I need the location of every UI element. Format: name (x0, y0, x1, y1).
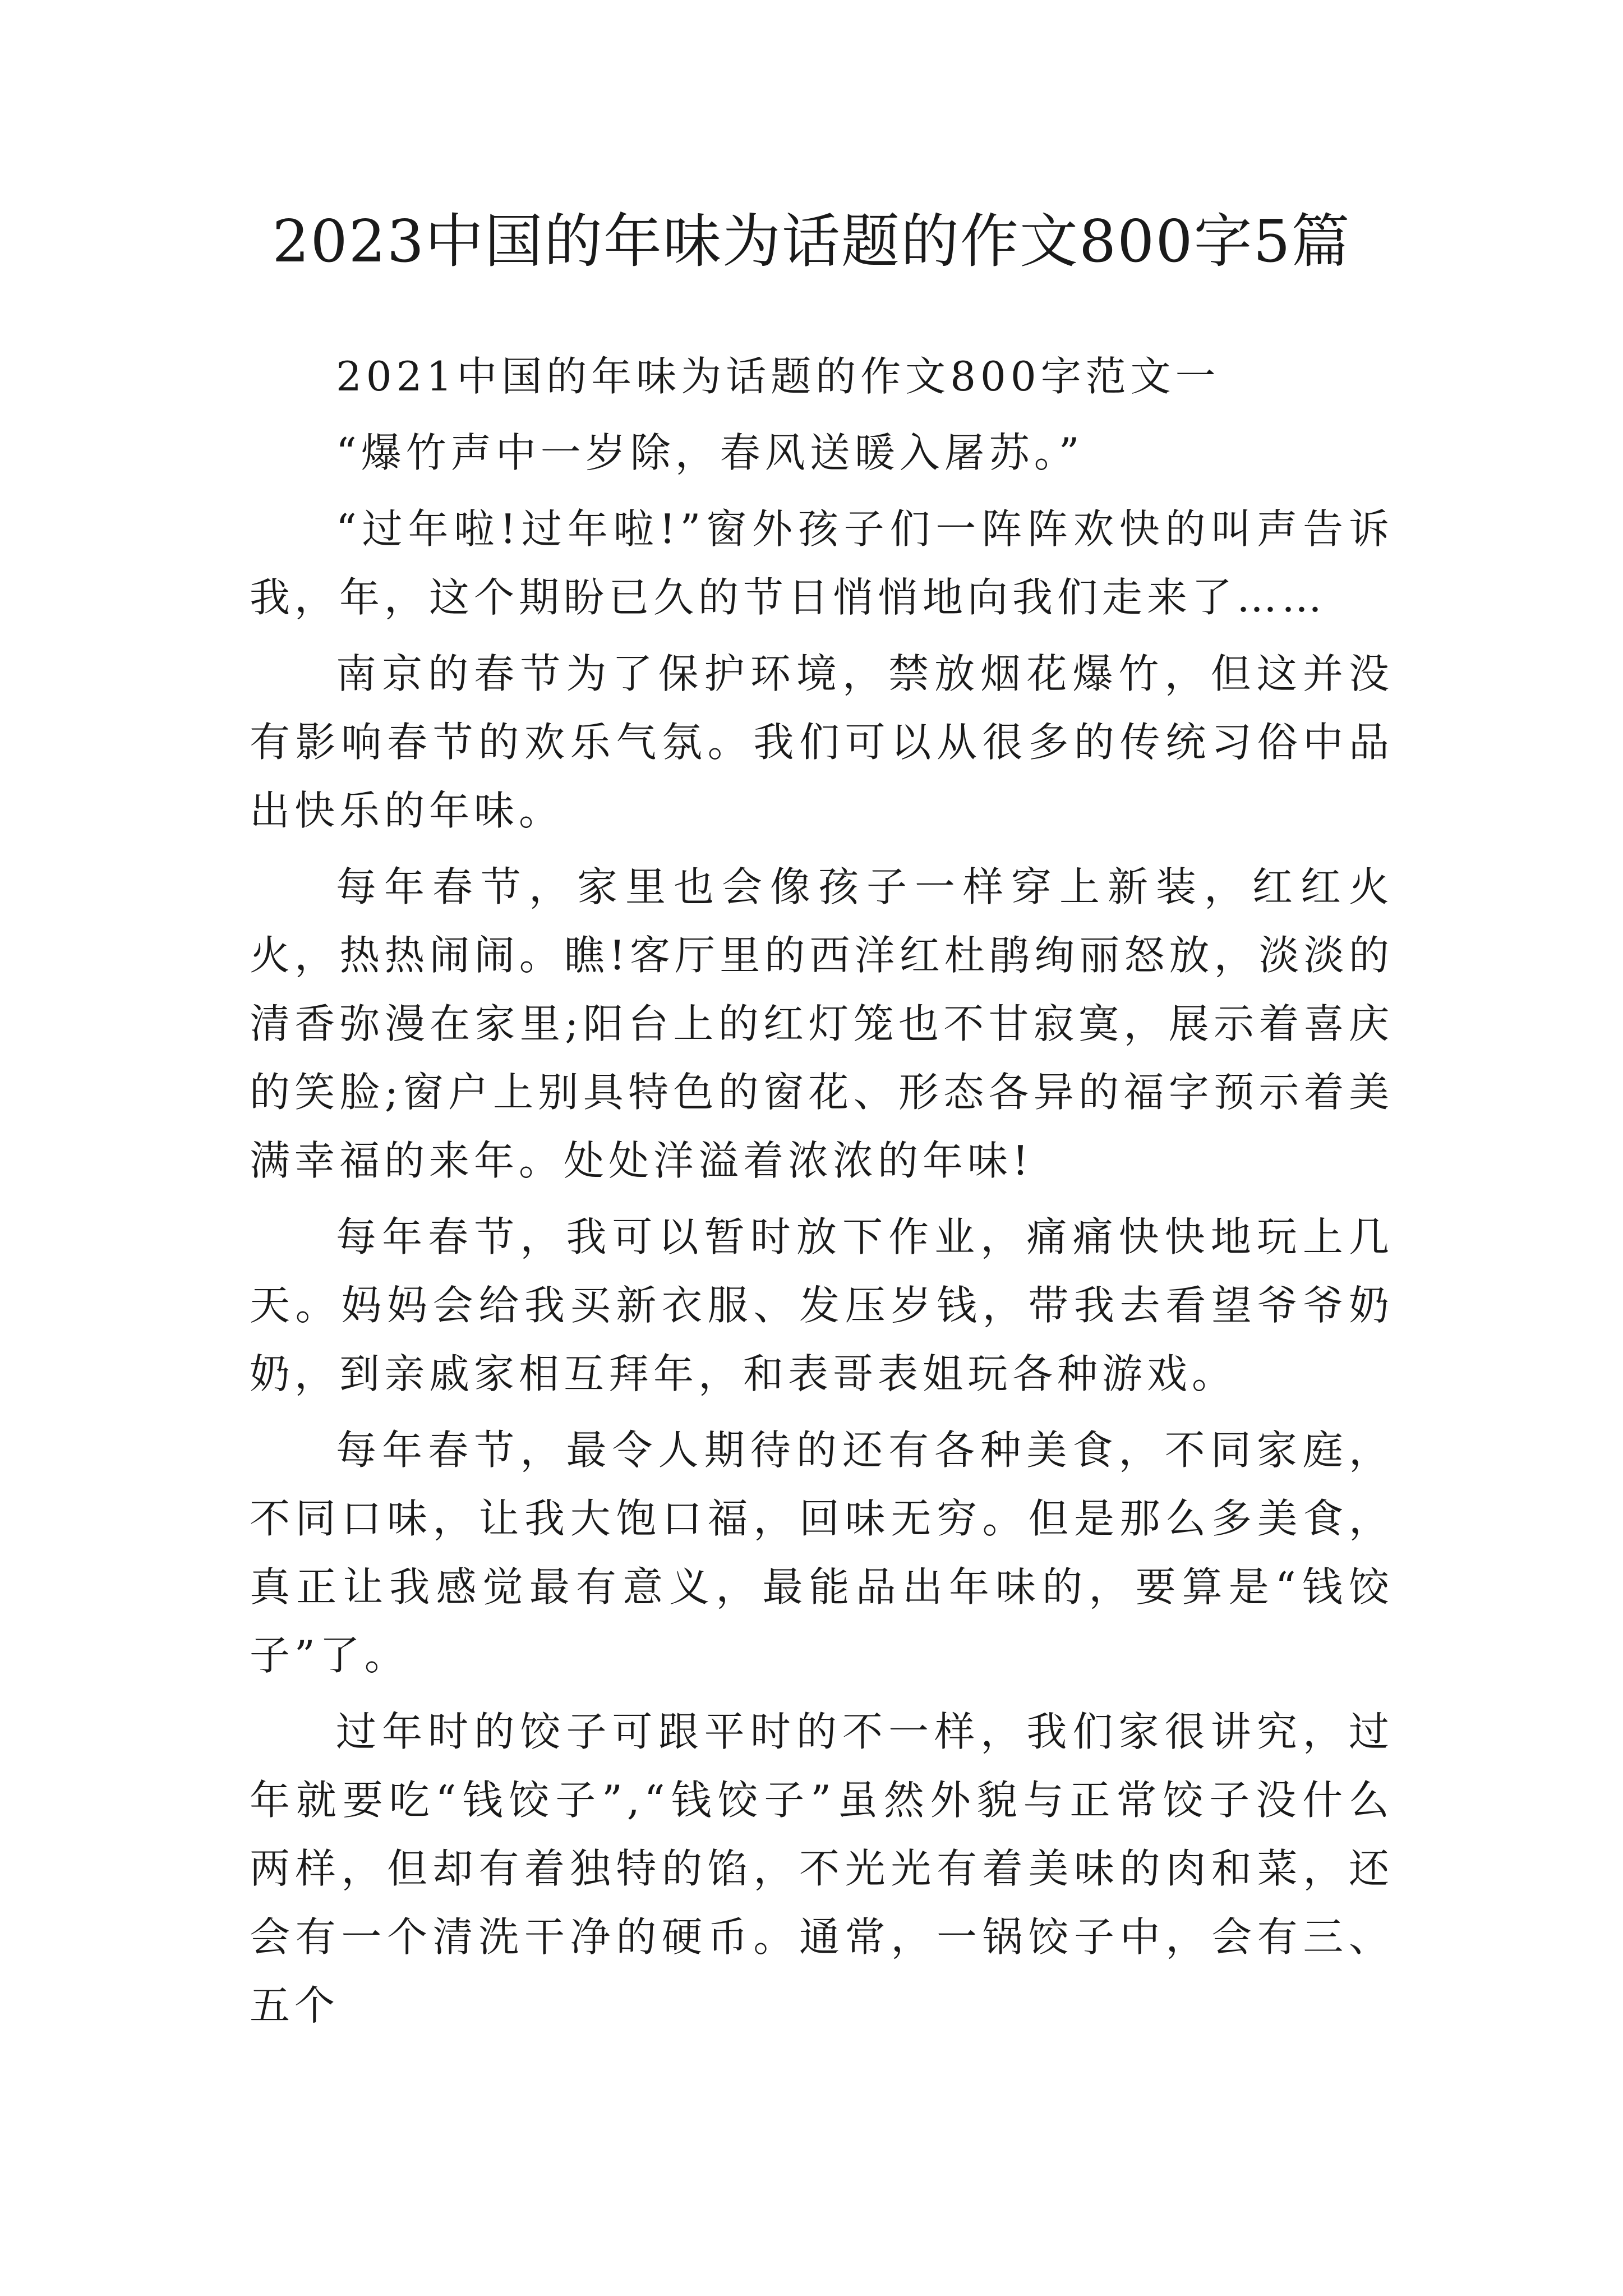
paragraph-3: 南京的春节为了保护环境，禁放烟花爆竹，但这并没有影响春节的欢乐气氛。我们可以从很多的传统习俗中品出快乐的年味。 (250, 650, 1394, 834)
paragraph-4: 每年春节，家里也会像孩子一样穿上新装，红红火火，热热闹闹。瞧!客厅里的西洋红杜鹃绚丽怒放，淡淡的清香弥漫在家里;阳台上的红灯笼也不甘寂寞，展示着喜庆的笑脸;窗户上别具特色的窗花、形态各异的福字预示着美满幸福的来年。处处洋溢着浓浓的年味! (250, 863, 1394, 1184)
document-title: 2023中国的年味为话题的作文800字5篇 (272, 207, 1351, 275)
document-body (250, 342, 1394, 2047)
essay-heading: 2021中国的年味为话题的作文800字范文一 (336, 353, 1220, 400)
paragraph-2: “过年啦!过年啦!”窗外孩子们一阵阵欢快的叫声告诉我，年，这个期盼已久的节日悄悄地向我们走来了…… (250, 505, 1394, 621)
paragraph-6: 每年春节，最令人期待的还有各种美食，不同家庭，不同口味，让我大饱口福，回味无穷。但是那么多美食，真正让我感觉最有意义，最能品出年味的，要算是“钱饺子”了。 (250, 1427, 1394, 1679)
paragraph-1: “爆竹声中一岁除，春风送暖入屠苏。” (336, 429, 1084, 476)
paragraph-7: 过年时的饺子可跟平时的不一样，我们家很讲究，过年就要吃“钱饺子”,“钱饺子”虽然外貌与正常饺子没什么两样，但却有着独特的馅，不光光有着美味的肉和菜，还会有一个清洗干净的硬币。通常，一锅饺子中，会有三、五个 (250, 1708, 1394, 2029)
paragraph-5: 每年春节，我可以暂时放下作业，痛痛快快地玩上几天。妈妈会给我买新衣服、发压岁钱，带我去看望爷爷奶奶，到亲戚家相互拜年，和表哥表姐玩各种游戏。 (250, 1213, 1394, 1397)
